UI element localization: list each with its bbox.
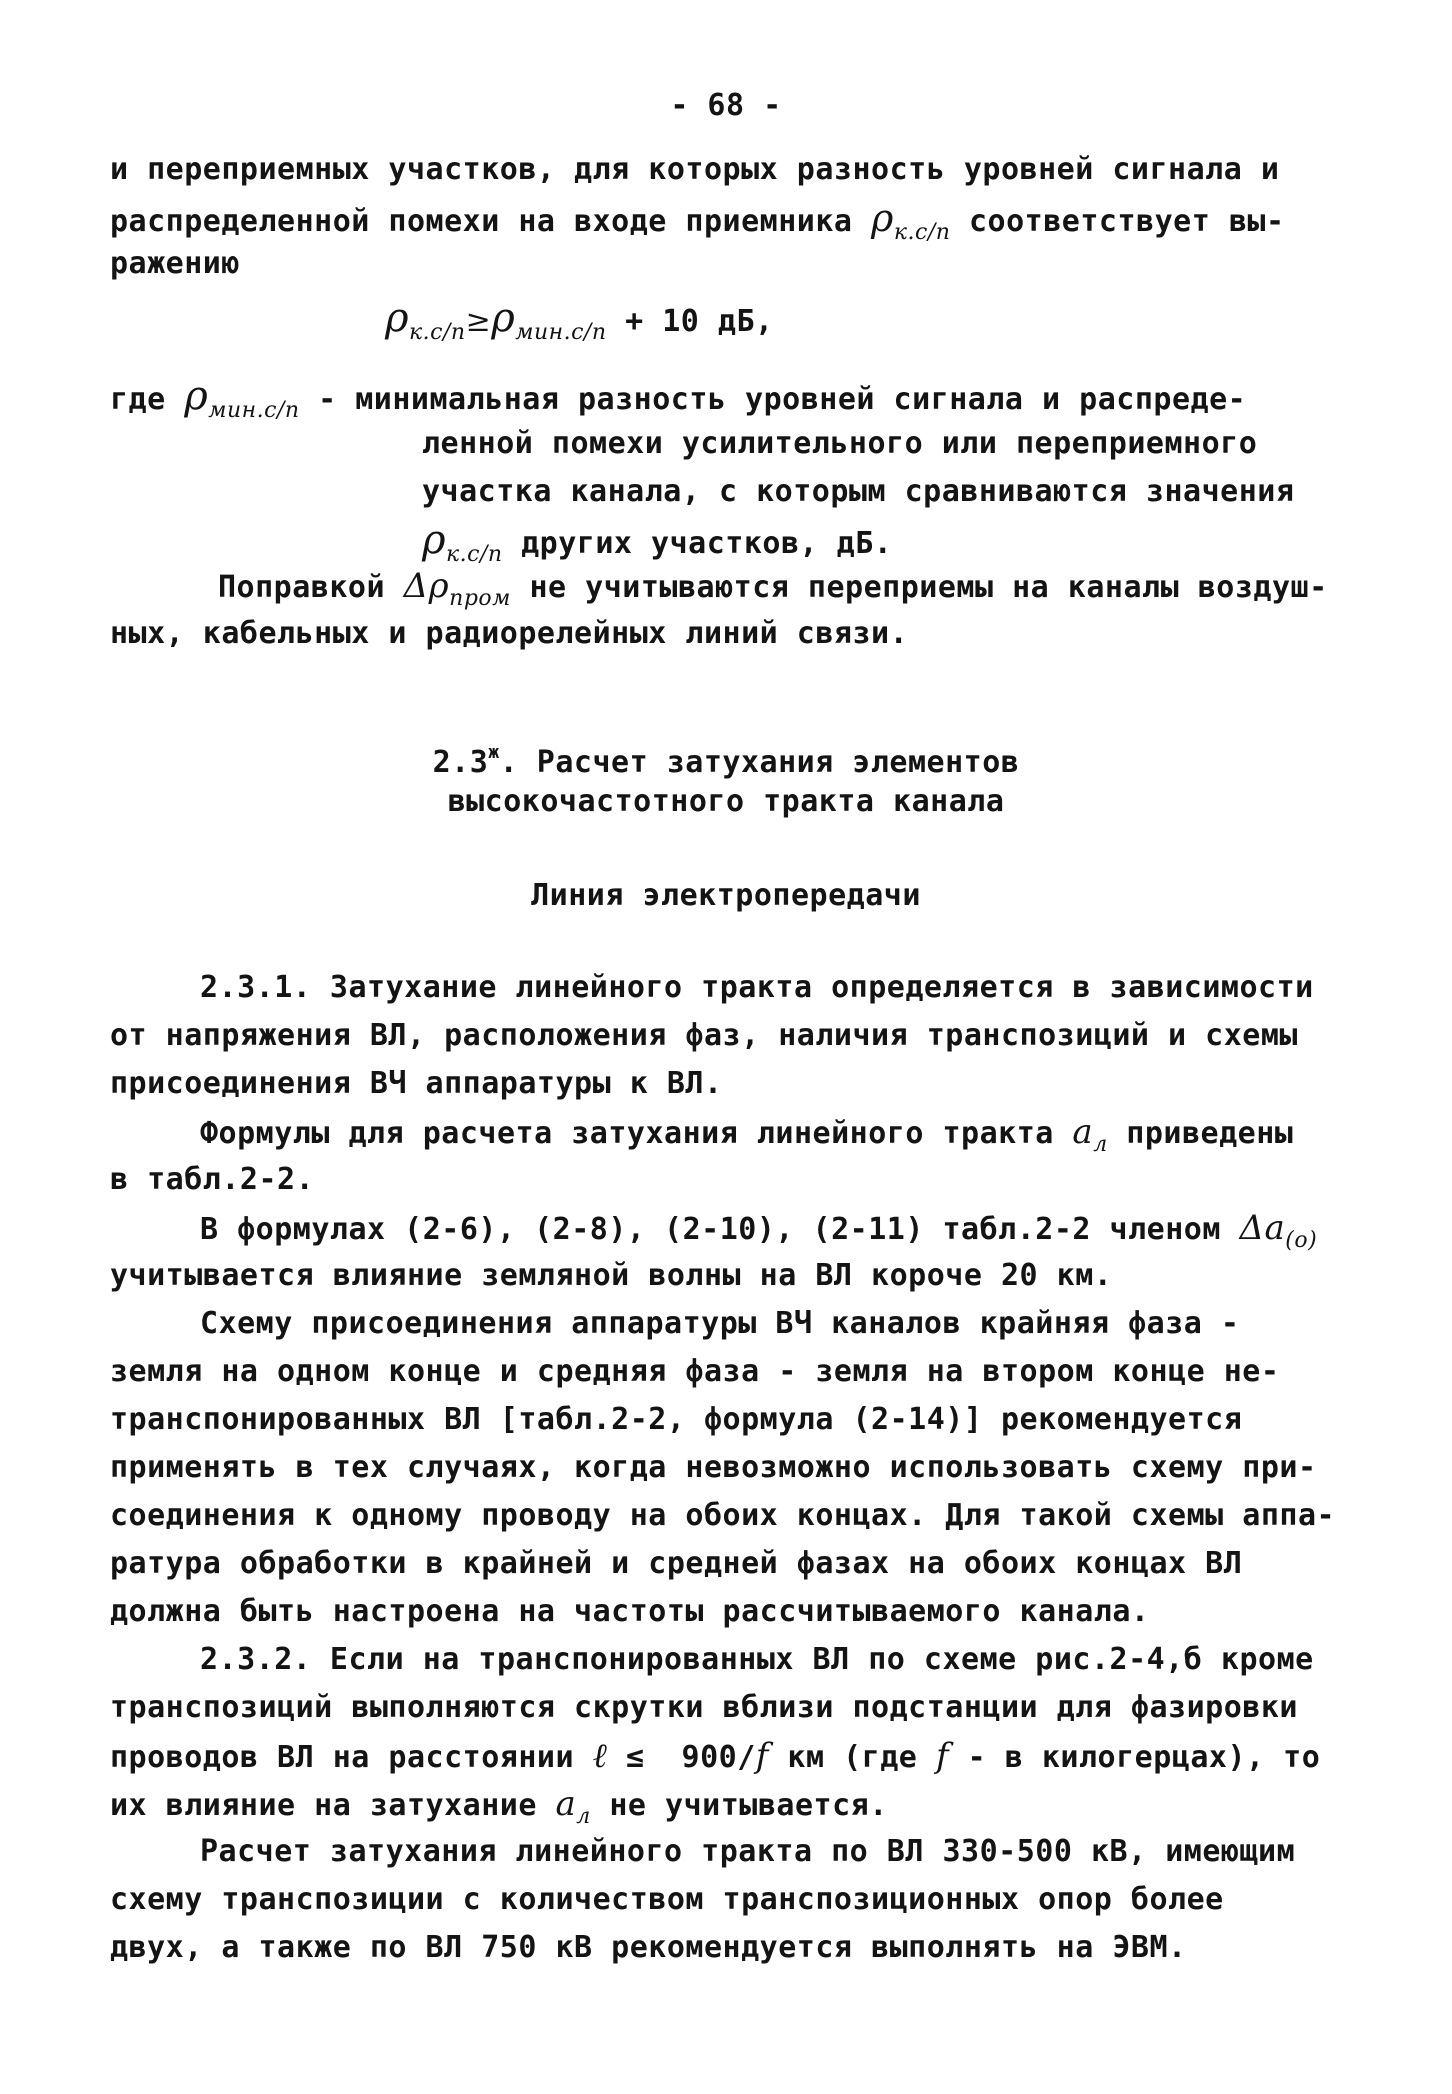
- text-line: $\rho_{к.с/п}$ других участков, дБ.: [422, 517, 893, 567]
- section-heading: $2.3^ж$. Расчет затухания элементов: [432, 742, 1020, 780]
- text-line: ратура обработки в крайней и средней фазах на обоих концах ВЛ: [110, 1546, 1243, 1581]
- text-line: соединения к одному проводу на обоих концах. Для такой схемы аппа-: [110, 1498, 1336, 1533]
- text-line: 2.3.2. Если на транспонированных ВЛ по схеме рис.2-4,б кроме: [200, 1642, 1314, 1677]
- text-line: ражению: [110, 246, 240, 281]
- text-line: двух, а также по ВЛ 750 кВ рекомендуется выполнять на ЭВМ.: [110, 1930, 1187, 1965]
- text-line: участка канала, с которым сравниваются значения: [422, 474, 1295, 509]
- text-line: земля на одном конце и средняя фаза - земля на втором конце не-: [110, 1354, 1280, 1389]
- text-line: должна быть настроена на частоты рассчитываемого канала.: [110, 1594, 1150, 1629]
- text-line: ленной помехи усилительного или переприемного: [422, 426, 1258, 461]
- text-line: Схему присоединения аппаратуры ВЧ каналов крайняя фаза -: [200, 1306, 1240, 1341]
- text-line: транспозиций выполняются скрутки вблизи подстанции для фазировки: [110, 1690, 1298, 1725]
- text-line: Расчет затухания линейного тракта по ВЛ 330-500 кВ, имеющим: [200, 1834, 1296, 1869]
- text-line: учитывается влияние земляной волны на ВЛ короче 20 км.: [110, 1258, 1113, 1293]
- text-line: Поправкой $\Delta\rho_{пром}$ не учитываются переприемы на каналы воздуш-: [218, 566, 1328, 611]
- text-line: распределенной помехи на входе приемника $\rho_{к.с/п}$ соответствует вы-: [110, 196, 1285, 245]
- text-line: ных, кабельных и радиорелейных линий связи.: [110, 616, 909, 651]
- formula-main: $\rho_{к.с/п}\ge\rho_{мин.с/п} + 10$ дБ,: [385, 295, 774, 345]
- text-line: Формулы для расчета затухания линейного тракта $a_л$ приведены: [200, 1112, 1294, 1157]
- text-line: схему транспозиции с количеством транспозиционных опор более: [110, 1882, 1224, 1917]
- text-line: от напряжения ВЛ, расположения фаз, наличия транспозиций и схемы: [110, 1018, 1298, 1053]
- page-number: - 68 -: [670, 88, 782, 123]
- text-line: 2.3.1. Затухание линейного тракта определяется в зависимости: [200, 970, 1314, 1005]
- text-line: их влияние на затухание $a_л$ не учитывается.: [110, 1784, 888, 1829]
- text-line: в табл.2-2.: [110, 1162, 315, 1197]
- text-line: и переприемных участков, для которых разность уровней сигнала и: [110, 152, 1280, 187]
- text-line: присоединения ВЧ аппаратуры к ВЛ.: [110, 1066, 723, 1101]
- section-heading-line2: высокочастотного тракта канала: [447, 784, 1005, 819]
- text-line: применять в тех случаях, когда невозможно использовать схему при-: [110, 1450, 1317, 1485]
- text-line: В формулах (2-6), (2-8), (2-10), (2-11) табл.2-2 членом $\Delta a_{(о)}$: [200, 1208, 1318, 1253]
- text-line: проводов ВЛ на расстоянии ℓ ≤ 900/f км (где f - в килогерцах), то: [110, 1736, 1321, 1776]
- text-line: где $\rho_{мин.с/п}$ - минимальная разность уровней сигнала и распреде-: [110, 373, 1247, 423]
- section-subtitle: Линия электропередачи: [531, 878, 921, 913]
- text-line: транспонированных ВЛ [табл.2-2, формула (2-14)] рекомендуется: [110, 1402, 1243, 1437]
